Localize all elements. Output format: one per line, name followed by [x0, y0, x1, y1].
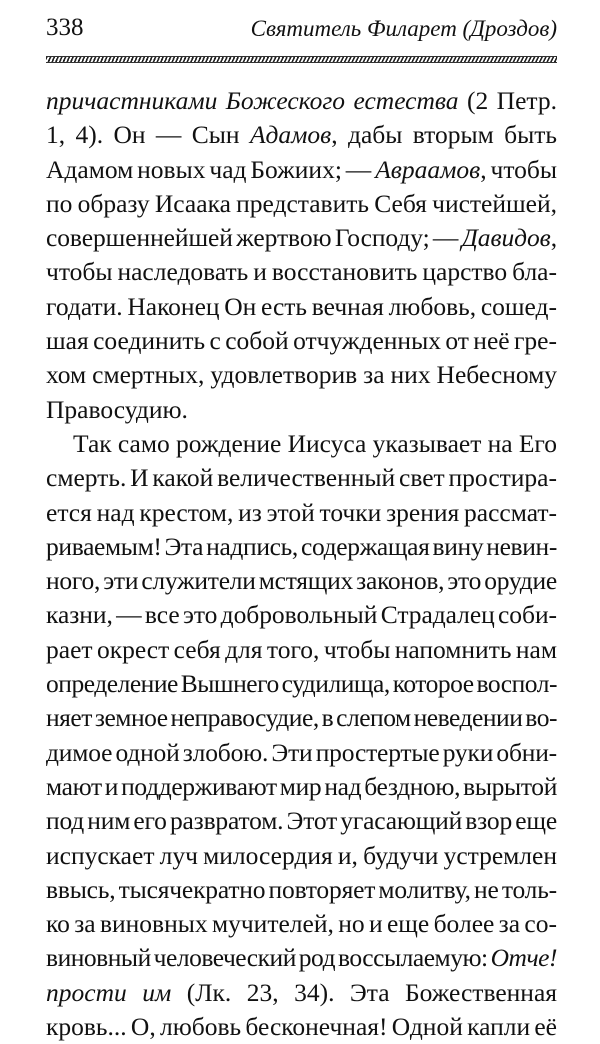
text-line	[46, 187, 557, 221]
text-line	[46, 804, 557, 838]
text-line	[46, 221, 557, 255]
text-line	[46, 324, 557, 358]
text-segment: (2 Петр.	[458, 86, 557, 115]
text-segment: виновный человеческий род воссылаемую:	[46, 943, 491, 973]
text-segment: по образу Исаака представить Себя чистейшей,	[46, 188, 557, 218]
text-line	[46, 153, 557, 187]
text-line	[46, 667, 557, 701]
text-segment: испускает луч милосердия и, будучи устремлен	[46, 840, 557, 870]
text-line	[46, 530, 557, 564]
text-segment: рает окрест себя для того, чтобы напомнить нам	[46, 634, 557, 664]
text-segment: риваемым! Эта надпись, содержащая вину невин-	[46, 531, 557, 561]
italic-text: прости им	[46, 977, 172, 1007]
text-line	[46, 564, 557, 598]
text-line	[46, 290, 557, 324]
italic-text: Давидов	[461, 223, 551, 253]
text-line	[46, 633, 557, 667]
text-segment: Адамом новых чад Божиих; —	[46, 154, 376, 184]
text-segment: определение Вышнего судилища, которое воспол-	[46, 669, 557, 699]
text-segment: Так само рождение Иисуса указывает на Его	[73, 428, 557, 458]
text-segment: шая соединить с собой отчужденных от неё гре-	[46, 326, 557, 356]
text-line	[46, 701, 557, 735]
text-line	[46, 976, 557, 1010]
text-segment: кровь... О, любовь бесконечная! Одной капли её	[46, 1012, 557, 1042]
italic-text: Адамов	[249, 120, 332, 150]
text-line	[46, 255, 557, 289]
italic-text: причастниками Божеского естества	[46, 86, 459, 115]
text-segment: (Лк. 23, 34). Эта Божественная	[171, 977, 557, 1007]
text-segment: мают и поддерживают мир над бездною, вырытой	[46, 771, 557, 801]
text-segment: няет земное неправосудие, в слепом неведении во-	[46, 703, 557, 733]
text-line	[46, 873, 557, 907]
text-segment: ко за виновных мучителей, но и еще более за со-	[46, 909, 557, 939]
text-segment: Правосудию.	[46, 394, 188, 424]
text-line	[46, 496, 557, 530]
text-line	[46, 118, 557, 152]
running-header	[46, 14, 557, 50]
text-segment: ввысь, тысячекратно повторяет молитву, не толь-	[46, 874, 557, 904]
running-title: Святитель Филарет (Дроздов)	[250, 16, 557, 41]
text-segment: 1, 4). Он — Сын	[46, 120, 250, 150]
italic-text: Отче!	[490, 943, 557, 973]
decorative-rope-divider	[46, 56, 557, 63]
text-segment: хом смертных, удовлетворив за них Небесному	[46, 360, 557, 390]
text-line	[46, 427, 557, 461]
text-segment: под ним его развратом. Этот угасающий взор еще	[46, 806, 557, 836]
text-line	[46, 1010, 557, 1044]
text-segment: , чтобы	[480, 154, 557, 184]
italic-text: Авраамов	[375, 154, 481, 184]
text-line	[46, 907, 557, 941]
text-segment: ного, эти служители мстящих законов, это орудие	[46, 566, 557, 596]
text-line	[46, 393, 557, 427]
text-segment: чтобы наследовать и восстановить царство бла-	[46, 257, 557, 287]
text-segment: совершеннейшей жертвою Господу; —	[46, 223, 462, 253]
text-line	[46, 770, 557, 804]
text-line	[46, 598, 557, 632]
text-line	[46, 358, 557, 392]
text-segment: казни, — все это добровольный Страдалец соби-	[46, 600, 557, 630]
text-line	[46, 461, 557, 495]
text-segment: ется над крестом, из этой точки зрения рассмат-	[46, 497, 557, 527]
page-body-text	[46, 84, 557, 1044]
text-segment: годати. Наконец Он есть вечная любовь, сошед-	[46, 291, 557, 321]
text-line	[46, 84, 557, 118]
page-number: 338	[46, 14, 84, 41]
text-line	[46, 736, 557, 770]
text-line	[46, 839, 557, 873]
text-segment: смерть. И какой величественный свет простира-	[46, 463, 557, 493]
text-segment: ,	[550, 223, 557, 253]
text-segment: димое одной злобою. Эти простертые руки обни-	[46, 737, 557, 767]
text-segment: , дабы вторым быть	[331, 120, 557, 150]
